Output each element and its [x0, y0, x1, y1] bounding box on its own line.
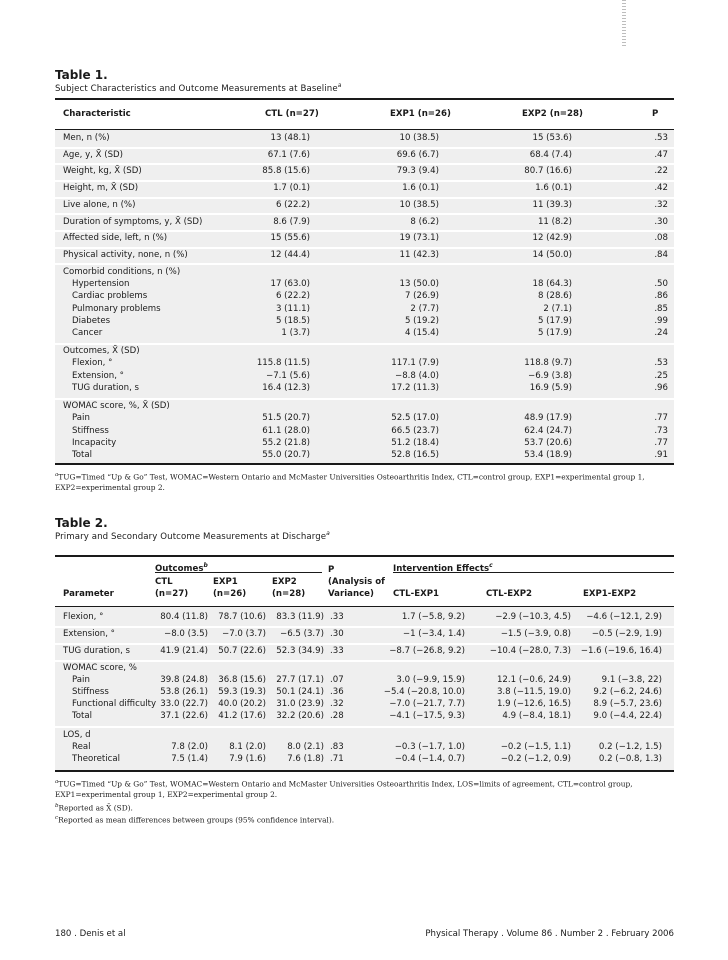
exp2-value: −6.5 (3.7) [280, 629, 324, 639]
row-label: LOS, d [63, 729, 91, 740]
row-label: Diabetes [72, 315, 111, 326]
exp2-value: 5 (17.9) [537, 315, 572, 326]
p-value: .91 [654, 450, 668, 461]
exp1-value: 19 (73.1) [399, 233, 439, 244]
ctl-value: 55.2 (21.8) [262, 437, 310, 448]
ctl-value: 39.8 (24.8) [160, 675, 208, 686]
ctl-value: 53.8 (26.1) [160, 687, 208, 698]
exp1-exp2-effect: 8.9 (−5.7, 23.6) [593, 699, 662, 710]
exp1-value: 10 (38.5) [399, 199, 439, 210]
p-value: .28 [330, 711, 344, 722]
p-value: .71 [330, 753, 344, 764]
row-label: Height, m, X̄ (SD) [63, 183, 139, 194]
ctl-value: 51.5 (20.7) [262, 413, 310, 424]
exp2-value: 68.4 (7.4) [529, 149, 572, 160]
exp1-value: 78.7 (10.6) [218, 612, 266, 622]
exp1-value: 7 (26.9) [404, 291, 439, 302]
exp2-value: 31.0 (23.9) [276, 699, 324, 710]
footer-right: Physical Therapy . Volume 86 . Number 2 . February 2006 [425, 929, 674, 939]
ctl-exp1-effect: 1.7 (−5.8, 9.2) [401, 612, 465, 622]
p-value: .53 [654, 358, 668, 369]
ctl-exp2-effect: −2.9 (−10.3, 4.5) [495, 612, 571, 622]
ctl-exp2-effect: −0.2 (−1.2, 0.9) [500, 753, 571, 764]
row-label: Cancer [72, 328, 103, 339]
exp1-value: 51.2 (18.4) [391, 437, 439, 448]
exp2-value: 16.9 (5.9) [529, 383, 572, 393]
row-label: Functional difficulty [72, 699, 157, 710]
exp1-value: 17.2 (11.3) [391, 383, 439, 393]
ctl-value: −8.0 (3.5) [164, 629, 208, 639]
exp2-value: 15 (53.6) [532, 133, 572, 143]
exp1-value: 117.1 (7.9) [391, 358, 439, 369]
p-value: .42 [654, 183, 668, 194]
ctl-value: 6 (22.2) [275, 291, 310, 302]
ctl-value: 80.4 (11.8) [160, 612, 208, 622]
p-value: .30 [330, 629, 344, 639]
ctl-value: 5 (18.5) [275, 315, 310, 326]
exp1-value: 52.5 (17.0) [391, 413, 439, 424]
exp1-value: 52.8 (16.5) [391, 450, 439, 461]
exp1-exp2-effect: 9.2 (−6.2, 24.6) [593, 687, 662, 698]
exp2-value: 50.1 (24.1) [276, 687, 324, 698]
table1-subtitle: Subject Characteristics and Outcome Measurements at Baseline$^a$ [55, 82, 342, 94]
exp2-value: 12 (42.9) [532, 233, 572, 244]
ctl-exp1-effect: −1 (−3.4, 1.4) [402, 629, 465, 639]
p-value: .24 [654, 328, 668, 339]
ctl-exp2-effect: 4.9 (−8.4, 18.1) [502, 711, 571, 722]
exp2-value: 8 (28.6) [537, 291, 572, 302]
p-value: .47 [654, 149, 668, 160]
p-value: .83 [330, 741, 344, 752]
exp1-exp2-effect: −0.5 (−2.9, 1.9) [591, 629, 662, 639]
exp1-value: 59.3 (19.3) [218, 687, 266, 698]
exp1-header: EXP1 (n=26) [390, 109, 451, 119]
exp2-value: 5 (17.9) [537, 328, 572, 339]
ctl-value: −7.1 (5.6) [266, 370, 310, 381]
table2-header-rule [55, 606, 674, 607]
ctl-value: 12 (44.4) [270, 249, 310, 260]
table1-footnote-1: $^a$TUG=Timed “Up & Go” Test, WOMAC=Western Ontario and McMaster Universities Osteoarthritis Index, CTL=control group, EXP1=experimental group 1, [55, 472, 645, 482]
p-value: .50 [654, 278, 668, 289]
exp1-value: 2 (7.7) [410, 303, 439, 314]
ctl-value: 55.0 (20.7) [262, 450, 310, 461]
row-label: Incapacity [72, 437, 117, 448]
ctl-exp2-effect: 3.8 (−11.5, 19.0) [496, 687, 571, 698]
exp1-exp2-effect: −4.6 (−12.1, 2.9) [586, 612, 662, 622]
footer-left: 180 . Denis et al [55, 929, 126, 939]
exp1-value: 79.3 (9.4) [396, 166, 439, 177]
exp1-value: 10 (38.5) [399, 133, 439, 143]
p-value: .85 [654, 303, 668, 314]
exp2-value: 18 (64.3) [532, 278, 572, 289]
p-value: .32 [654, 199, 668, 210]
row-separator [55, 626, 674, 628]
exp2-header: EXP2 (n=28) [522, 109, 583, 119]
row-label: Affected side, left, n (%) [63, 233, 168, 244]
ctl-value: 7.5 (1.4) [171, 753, 208, 764]
row-label: WOMAC score, % [63, 663, 137, 673]
row-label: Physical activity, none, n (%) [63, 249, 188, 260]
row-separator [55, 726, 674, 728]
row-label: Extension, ° [63, 629, 115, 639]
p-value: .84 [654, 249, 668, 260]
exp1-header-1: EXP1 [213, 577, 238, 587]
exp1-value: 69.6 (6.7) [396, 149, 439, 160]
exp1-value: 4 (15.4) [404, 328, 439, 339]
exp2-value: 14 (50.0) [532, 249, 572, 260]
table2-footnote-2: EXP1=experimental group 1, EXP2=experimental group 2. [55, 790, 278, 799]
exp2-value: 11 (39.3) [532, 199, 572, 210]
exp1-value: −7.0 (3.7) [222, 629, 266, 639]
ctl-value: 13 (48.1) [270, 133, 310, 143]
p-header: P [652, 109, 659, 119]
ctl-value: 33.0 (22.7) [160, 699, 208, 710]
exp2-value: 11 (8.2) [537, 216, 572, 227]
exp1-exp2-effect: 0.2 (−1.2, 1.5) [598, 741, 662, 752]
ctl-value: 115.8 (11.5) [256, 358, 310, 369]
ctl-value: 17 (63.0) [270, 278, 310, 289]
exp2-value: −6.9 (3.8) [528, 370, 572, 381]
table2-footnote-1: $^a$TUG=Timed “Up & Go” Test, WOMAC=Western Ontario and McMaster Universities Osteoarthritis Index, LOS=limits of agreement, CTL=control group, [55, 779, 633, 789]
p-value: .07 [330, 675, 344, 686]
exp2-value: 8.0 (2.1) [287, 741, 324, 752]
row-separator [55, 643, 674, 645]
p-value: .96 [654, 383, 668, 393]
exp1-exp2-effect: 0.2 (−0.8, 1.3) [598, 753, 662, 764]
table1-footnote-2: EXP2=experimental group 2. [55, 483, 165, 492]
row-label: TUG duration, s [63, 646, 131, 656]
exp1-value: 8.1 (2.0) [229, 741, 266, 752]
exp1-value: 40.0 (20.2) [218, 699, 266, 710]
row-label: Pain [72, 413, 90, 424]
ctl-exp1-effect: −8.7 (−26.8, 9.2) [389, 646, 465, 656]
p-value: .77 [654, 413, 668, 424]
table1-bottom-rule [55, 463, 674, 465]
row-separator [55, 247, 674, 249]
ctl-value: 6 (22.2) [275, 199, 310, 210]
row-separator [55, 230, 674, 232]
row-separator [55, 660, 674, 662]
table1-header-rule [55, 129, 674, 130]
exp1-exp2-header: EXP1-EXP2 [583, 589, 637, 599]
row-separator [55, 263, 674, 265]
ctl-value: 16.4 (12.3) [262, 383, 310, 393]
row-label: Flexion, ° [63, 612, 104, 622]
exp2-value: 2 (7.1) [543, 303, 572, 314]
outcomes-header: Outcomes$^b$ [155, 562, 208, 574]
p-header-1: P [328, 565, 335, 575]
table2-subtitle: Primary and Secondary Outcome Measurements at Discharge$^a$ [55, 530, 330, 542]
characteristic-header: Characteristic [63, 109, 131, 119]
exp1-value: 36.8 (15.6) [218, 675, 266, 686]
exp1-header-2: (n=26) [213, 589, 247, 599]
p-value: .99 [654, 315, 668, 326]
ctl-value: 8.6 (7.9) [273, 216, 310, 227]
row-label: Age, y, X̄ (SD) [63, 149, 124, 160]
row-label: Flexion, ° [72, 358, 113, 369]
row-label: Total [72, 711, 93, 722]
ctl-value: 41.9 (21.4) [160, 646, 208, 656]
ctl-value: 61.1 (28.0) [262, 425, 310, 436]
row-label: TUG duration, s [72, 383, 140, 393]
ctl-value: 7.8 (2.0) [171, 741, 208, 752]
ctl-exp1-effect: −4.1 (−17.5, 9.3) [389, 711, 465, 722]
ctl-exp2-header: CTL-EXP2 [486, 589, 532, 599]
exp1-exp2-effect: 9.0 (−4.4, 22.4) [593, 711, 662, 722]
table1-title: Table 1. [55, 68, 108, 82]
p-value: .36 [330, 687, 344, 698]
table2-top-rule [55, 555, 674, 557]
ctl-value: 67.1 (7.6) [267, 149, 310, 160]
exp2-value: 27.7 (17.1) [276, 675, 324, 686]
ctl-header-1: CTL [155, 577, 173, 587]
row-separator [55, 343, 674, 345]
exp1-value: 1.6 (0.1) [402, 183, 439, 194]
row-label: Theoretical [72, 753, 121, 764]
row-label: WOMAC score, %, X̄ (SD) [63, 401, 170, 411]
p-value: .33 [330, 612, 344, 622]
row-label: Weight, kg, X̄ (SD) [63, 166, 142, 177]
exp2-value: 53.4 (18.9) [524, 450, 572, 461]
exp2-value: 48.9 (17.9) [524, 413, 572, 424]
ctl-value: 1.7 (0.1) [273, 183, 310, 194]
table2-title: Table 2. [55, 516, 108, 530]
row-separator [55, 147, 674, 149]
ctl-exp1-header: CTL-EXP1 [393, 589, 439, 599]
row-label: Pulmonary problems [72, 303, 161, 314]
parameter-header: Parameter [63, 589, 114, 599]
exp1-value: 13 (50.0) [399, 278, 439, 289]
exp2-value: 1.6 (0.1) [535, 183, 572, 194]
p-value: .77 [654, 437, 668, 448]
exp1-value: −8.8 (4.0) [395, 370, 439, 381]
exp1-exp2-effect: 9.1 (−3.8, 22) [601, 675, 662, 686]
table2-bottom-rule [55, 770, 674, 772]
margin-dotted-line [622, 0, 626, 46]
ctl-exp2-effect: 1.9 (−12.6, 16.5) [496, 699, 571, 710]
ctl-exp1-effect: −5.4 (−20.8, 10.0) [383, 687, 465, 698]
exp2-value: 7.6 (1.8) [287, 753, 324, 764]
row-label: Stiffness [72, 425, 109, 436]
exp2-value: 118.8 (9.7) [524, 358, 572, 369]
ctl-exp2-effect: −10.4 (−28.0, 7.3) [489, 646, 571, 656]
exp2-value: 83.3 (11.9) [276, 612, 324, 622]
row-label: Total [72, 450, 93, 461]
exp1-value: 41.2 (17.6) [218, 711, 266, 722]
exp1-value: 8 (6.2) [410, 216, 439, 227]
p-header-3: Variance) [328, 589, 374, 599]
ctl-exp1-effect: −0.3 (−1.7, 1.0) [394, 741, 465, 752]
row-label: Real [72, 741, 91, 752]
p-value: .32 [330, 699, 344, 710]
table2-footnote-4: $^c$Reported as mean differences between groups (95% confidence interval). [55, 815, 335, 825]
ctl-value: 1 (3.7) [281, 328, 310, 339]
exp2-value: 32.2 (20.6) [276, 711, 324, 722]
p-value: .08 [654, 233, 668, 244]
row-separator [55, 163, 674, 165]
exp1-exp2-effect: −1.6 (−19.6, 16.4) [580, 646, 662, 656]
ctl-value: 85.8 (15.6) [262, 166, 310, 177]
ctl-exp2-effect: −1.5 (−3.9, 0.8) [500, 629, 571, 639]
table2-footnote-3: $^b$Reported as X̄ (SD). [55, 803, 133, 813]
ctl-exp2-effect: 12.1 (−0.6, 24.9) [496, 675, 571, 686]
row-separator [55, 398, 674, 400]
exp2-value: 62.4 (24.7) [524, 425, 572, 436]
p-value: .53 [654, 133, 668, 143]
ctl-exp1-effect: 3.0 (−9.9, 15.9) [396, 675, 465, 686]
ctl-value: 3 (11.1) [275, 303, 310, 314]
ctl-exp2-effect: −0.2 (−1.5, 1.1) [500, 741, 571, 752]
row-label: Live alone, n (%) [63, 199, 136, 210]
row-label: Comorbid conditions, n (%) [63, 266, 181, 277]
table1-top-rule [55, 98, 674, 100]
p-value: .86 [654, 291, 668, 302]
exp2-header-2: (n=28) [272, 589, 306, 599]
p-value: .30 [654, 216, 668, 227]
ctl-value: 37.1 (22.6) [160, 711, 208, 722]
row-label: Stiffness [72, 687, 109, 698]
exp1-value: 5 (19.2) [404, 315, 439, 326]
row-label: Outcomes, X̄ (SD) [63, 346, 140, 357]
ctl-header: CTL (n=27) [265, 109, 319, 119]
ctl-value: 15 (55.6) [270, 233, 310, 244]
exp2-value: 80.7 (16.6) [524, 166, 572, 177]
row-separator [55, 213, 674, 215]
p-header-2: (Analysis of [328, 577, 385, 587]
exp1-value: 50.7 (22.6) [218, 646, 266, 656]
row-label: Cardiac problems [72, 291, 148, 302]
p-value: .22 [654, 166, 668, 177]
row-label: Men, n (%) [63, 133, 110, 143]
exp1-value: 11 (42.3) [399, 249, 439, 260]
row-separator [55, 197, 674, 199]
p-value: .25 [654, 370, 668, 381]
exp2-value: 52.3 (34.9) [276, 646, 324, 656]
row-label: Extension, ° [72, 370, 124, 381]
ctl-exp1-effect: −7.0 (−21.7, 7.7) [389, 699, 465, 710]
exp1-value: 66.5 (23.7) [391, 425, 439, 436]
exp2-header-1: EXP2 [272, 577, 297, 587]
p-value: .73 [654, 425, 668, 436]
exp1-value: 7.9 (1.6) [229, 753, 266, 764]
exp2-value: 53.7 (20.6) [524, 437, 572, 448]
row-label: Pain [72, 675, 90, 686]
effects-header: Intervention Effects$^c$ [393, 562, 493, 574]
p-value: .33 [330, 646, 344, 656]
row-label: Hypertension [72, 278, 130, 289]
row-separator [55, 180, 674, 182]
ctl-exp1-effect: −0.4 (−1.4, 0.7) [394, 753, 465, 764]
ctl-header-2: (n=27) [155, 589, 189, 599]
row-label: Duration of symptoms, y, X̄ (SD) [63, 216, 203, 227]
